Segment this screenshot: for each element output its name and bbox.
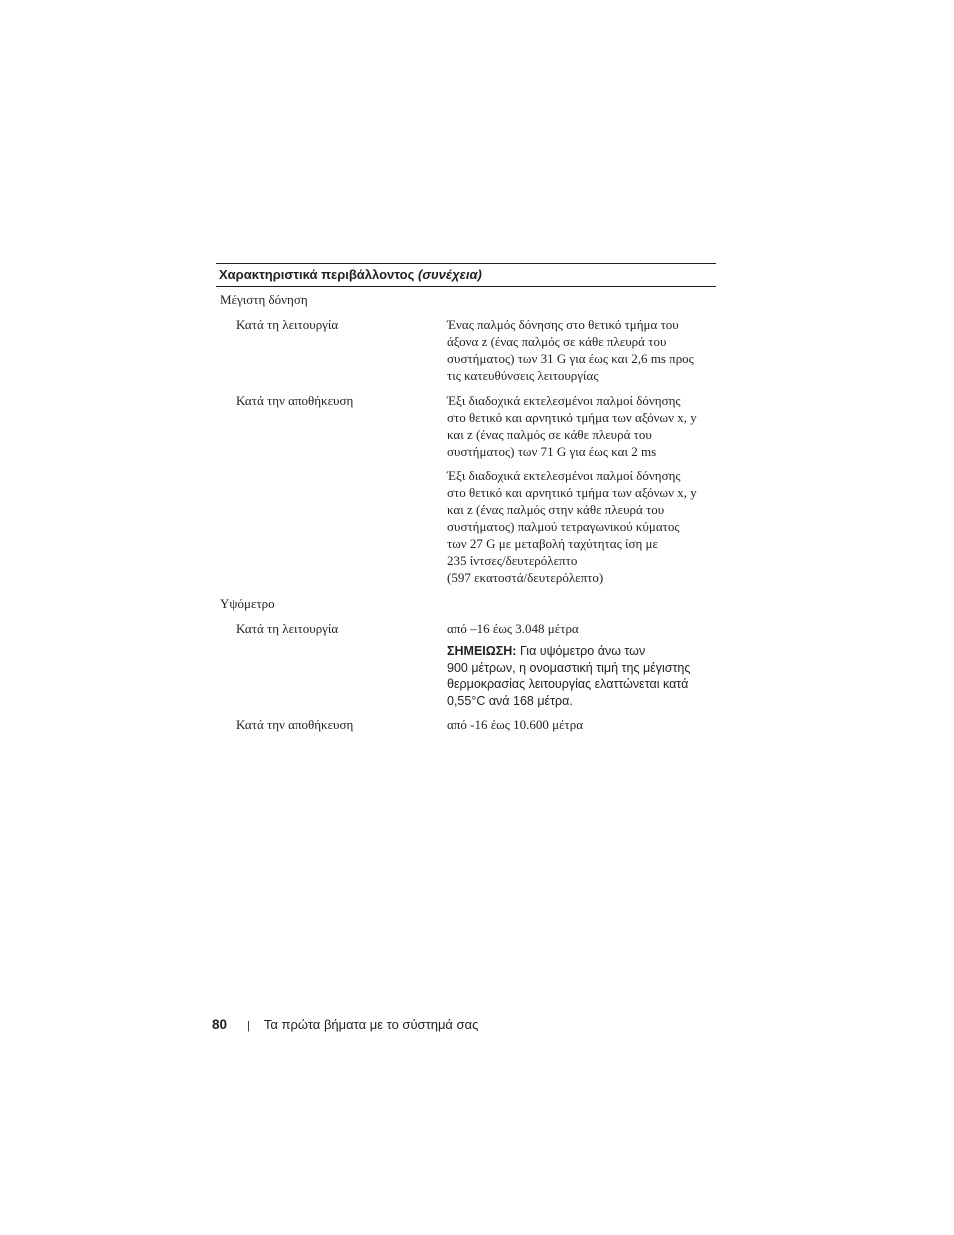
section-label-max-shock: Μέγιστη δόνηση	[220, 292, 308, 307]
row-label-operating-shock: Κατά τη λειτουργία	[236, 317, 339, 332]
row-label-storage-altitude: Κατά την αποθήκευση	[236, 717, 354, 732]
row-value-storage-shock-2: Έξι διαδοχικά εκτελεσμένοι παλμοί δόνησης στο θετικό και αρνητικό τμήμα των αξόνων x, y και z (ένας παλμός στην κάθε πλευρά του συστήματος) παλμού τετραγωνικού κύματος των 27 G με μεταβολή ταχύτητας ίση με 235 ίντσες/δευτερόλεπτο (597 εκατοστά/δευτερόλεπτο)	[447, 468, 697, 585]
row-value-operating-altitude: από –16 έως 3.048 μέτρα	[447, 621, 579, 636]
table-header	[216, 263, 716, 287]
row-label-storage-shock: Κατά την αποθήκευση	[236, 393, 354, 408]
section-label-altitude: Υψόμετρο	[220, 596, 275, 611]
footer-separator: |	[247, 1020, 250, 1032]
environmental-specs-table	[216, 263, 716, 732]
note-text: Για υψόμετρο άνω των 900 μέτρων, η ονομαστική τιμή της μέγιστης θερμοκρασίας λειτουργίας ελαττώνεται κατά 0,55°C ανά 168 μέτρα.	[447, 644, 691, 708]
altitude-note	[447, 643, 722, 709]
row-value-storage-altitude: από -16 έως 10.600 μέτρα	[447, 717, 584, 732]
table-title: Χαρακτηριστικά περιβάλλοντος	[219, 267, 415, 282]
row-value-operating-shock: Ένας παλμός δόνησης στο θετικό τμήμα του άξονα z (ένας παλμός σε κάθε πλευρά του συστήματος) των 31 G για έως και 2,6 ms προς τις κατευθύνσεις λειτουργίας	[447, 317, 694, 383]
page-footer	[212, 1015, 478, 1035]
row-value-storage-shock-1: Έξι διαδοχικά εκτελεσμένοι παλμοί δόνησης στο θετικό και αρνητικό τμήμα των αξόνων x, y και z (ένας παλμός σε κάθε πλευρά του συστήματος) των 71 G για έως και 2 ms	[447, 393, 697, 459]
note-label: ΣΗΜΕΙΩΣΗ:	[447, 644, 517, 658]
chapter-title: Τα πρώτα βήματα με το σύστημά σας	[263, 1017, 479, 1032]
table-continued-label: (συνέχεια)	[418, 267, 482, 282]
page-number: 80	[212, 1017, 228, 1032]
row-label-operating-altitude: Κατά τη λειτουργία	[236, 621, 339, 636]
